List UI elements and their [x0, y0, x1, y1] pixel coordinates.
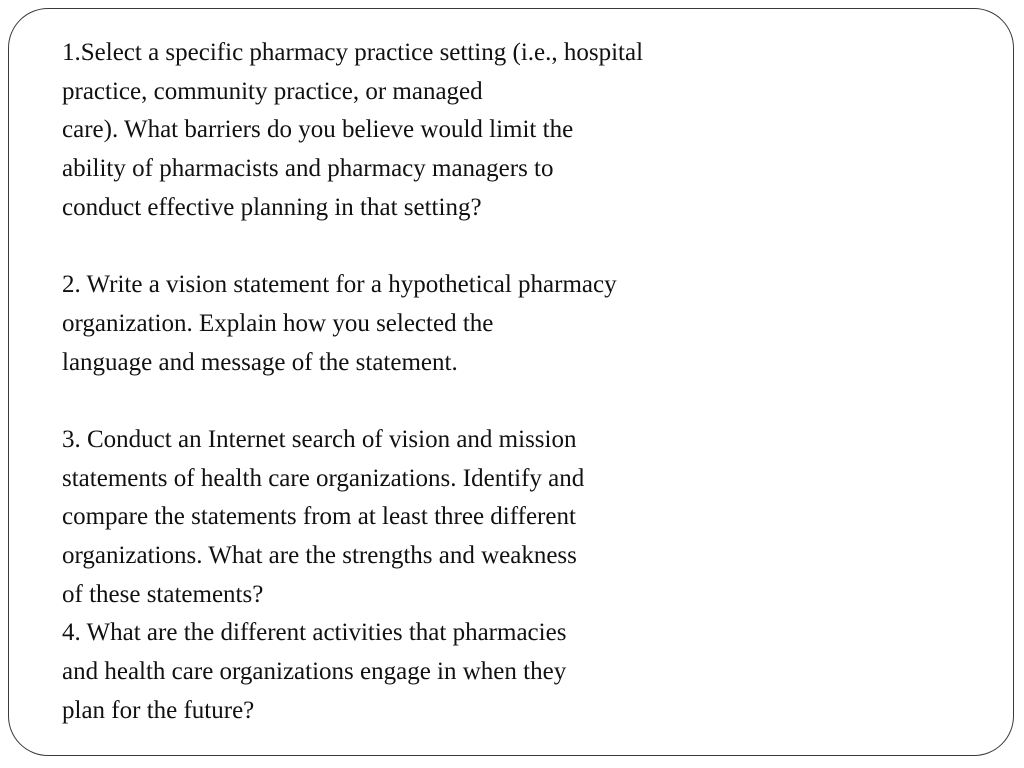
- question-3-line-4: organizations. What are the strengths and weakness: [62, 541, 577, 569]
- question-3-line-1: 3. Conduct an Internet search of vision and mission: [62, 425, 577, 453]
- slide-text-body: [62, 34, 782, 730]
- question-1-line-4: ability of pharmacists and pharmacy managers to: [62, 155, 554, 183]
- question-1-line-2: practice, community practice, or managed: [62, 77, 483, 105]
- paragraph-spacer: [62, 227, 782, 266]
- question-1: [62, 34, 782, 227]
- question-1-line-5: conduct effective planning in that setting?: [62, 193, 482, 221]
- question-3-line-2: statements of health care organizations. Identify and: [62, 464, 585, 492]
- question-3-line-3: compare the statements from at least three different: [62, 503, 576, 531]
- question-2: [62, 266, 782, 382]
- question-4-line-2: and health care organizations engage in when they: [62, 658, 567, 685]
- question-2-line-2: organization. Explain how you selected the: [62, 309, 494, 337]
- question-2-line-3: language and message of the statement.: [62, 348, 458, 376]
- question-3: [62, 421, 782, 614]
- question-3-line-5: of these statements?: [62, 580, 264, 608]
- question-4: [62, 614, 782, 730]
- question-1-line-3: care). What barriers do you believe would limit the: [62, 116, 574, 144]
- question-1-line-1: 1.Select a specific pharmacy practice setting (i.e., hospital: [62, 39, 644, 66]
- question-2-line-1: 2. Write a vision statement for a hypothetical pharmacy: [62, 271, 617, 299]
- question-4-line-1: 4. What are the different activities that pharmacies: [62, 619, 567, 647]
- question-4-line-3: plan for the future?: [62, 696, 255, 724]
- paragraph-spacer: [62, 382, 782, 421]
